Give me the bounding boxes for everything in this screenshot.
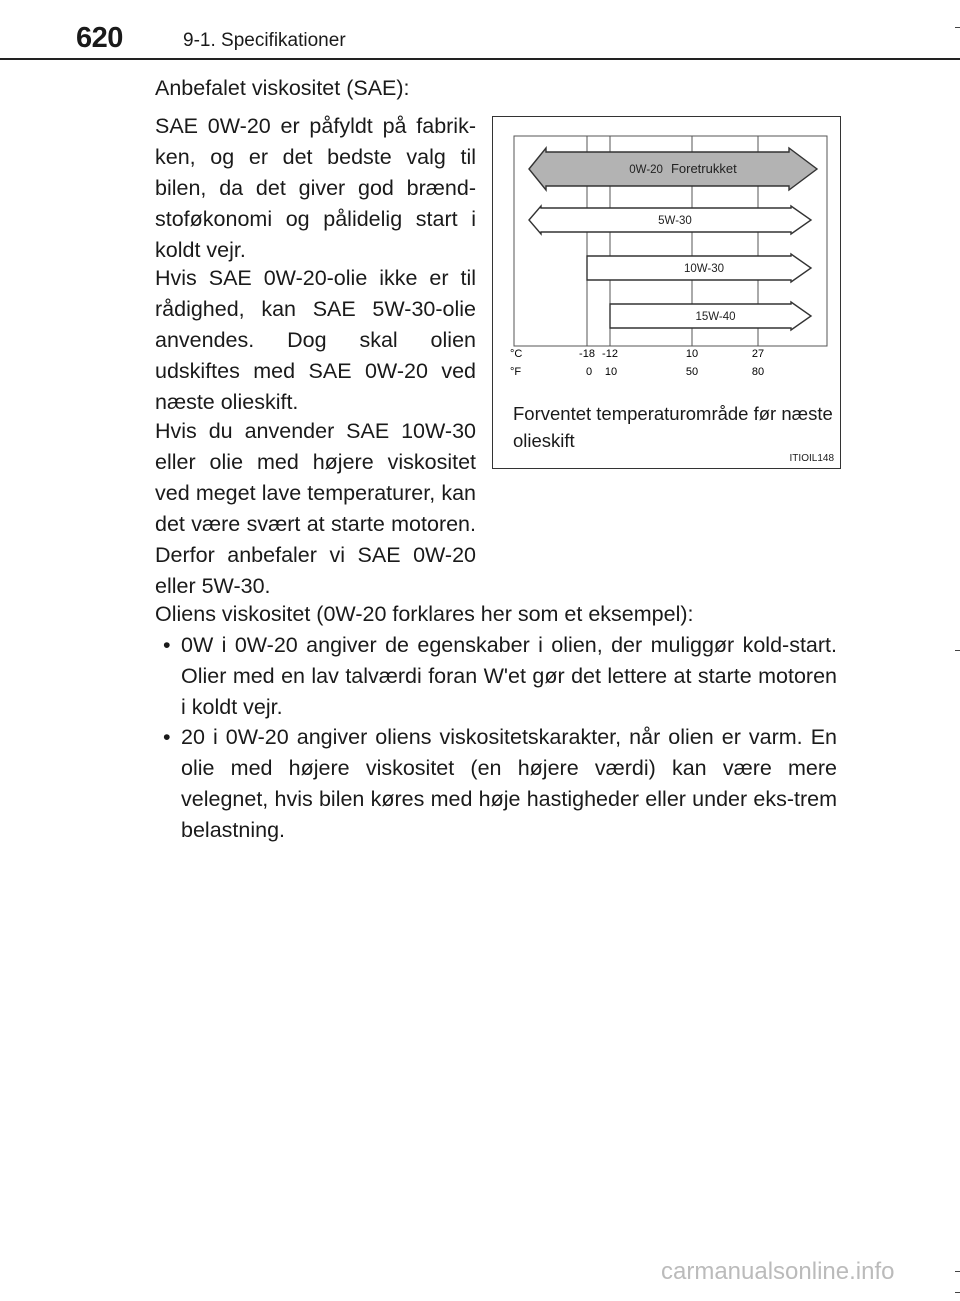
crop-mark <box>955 1292 960 1293</box>
crop-mark <box>955 27 960 28</box>
bullet-text: 0W i 0W-20 angiver de egenskaber i olien, der muliggør kold-start. Olier med en lav talværdi foran W'et gør det lettere at starte motoren i koldt vejr. <box>181 633 837 719</box>
fahrenheit-tick: 50 <box>685 366 699 378</box>
celsius-unit: °C <box>510 348 523 360</box>
bullet-text: 20 i 0W-20 angiver oliens viskositetskarakter, når olien er varm. En olie med højere viskositet (en højere værdi) kan være mere velegnet, hvis bilen køres med høje hastigheder eller under eks-trem belastning. <box>181 725 837 842</box>
celsius-tick: -18 <box>579 348 595 360</box>
bullet-dot: • <box>163 633 171 657</box>
bullet-dot: • <box>163 725 171 749</box>
fahrenheit-unit: °F <box>510 366 522 378</box>
paragraph-cold-start-warning: Hvis du anvender SAE 10W-30 eller olie med højere viskositet ved meget lave temperaturer, kan det være svært at starte motoren. Derfor anbefaler vi SAE 0W-20 eller 5W-30. <box>155 419 476 598</box>
celsius-tick: -12 <box>602 348 618 360</box>
page-number: 620 <box>76 22 123 54</box>
fahrenheit-tick: 0 <box>585 366 593 378</box>
viscosity-grade-label: 15W-40 <box>695 311 736 323</box>
paragraph-alternative-oil: Hvis SAE 0W-20-olie ikke er til rådighed, kan SAE 5W-30-olie anvendes. Dog skal olien udskiftes med SAE 0W-20 ved næste olieskift. <box>155 266 476 414</box>
viscosity-chart <box>492 116 841 469</box>
section-title: 9-1. Specifikationer <box>183 30 346 51</box>
celsius-tick: 10 <box>685 348 699 360</box>
viscosity-grade-label: 10W-30 <box>683 263 725 275</box>
crop-mark <box>955 1271 960 1272</box>
fahrenheit-tick: 10 <box>604 366 618 378</box>
crop-mark <box>955 650 960 651</box>
figure-code: ITIOIL148 <box>789 453 834 464</box>
figure-caption: Forventet temperaturområde før næste olieskift <box>513 403 833 451</box>
fahrenheit-tick: 80 <box>751 366 765 378</box>
viscosity-heading: Anbefalet viskositet (SAE): <box>155 76 410 100</box>
preferred-label: Foretrukket <box>670 161 737 176</box>
celsius-tick: 27 <box>751 348 765 360</box>
viscosity-grade-label: 5W-30 <box>658 215 692 227</box>
header-rule <box>0 58 960 60</box>
paragraph-factory-oil: SAE 0W-20 er påfyldt på fabrik-ken, og er det bedste valg til bilen, da det giver god brænd-stoføkonomi og pålidelig start i koldt vejr. <box>155 114 476 262</box>
bullet-item <box>163 630 837 723</box>
bullet-item <box>163 722 837 846</box>
viscosity-explanation-intro: Oliens viskositet (0W-20 forklares her som et eksempel): <box>155 602 694 626</box>
viscosity-grade-label: 0W-20 Foretrukket <box>629 161 737 176</box>
watermark: carmanualsonline.info <box>661 1258 895 1285</box>
